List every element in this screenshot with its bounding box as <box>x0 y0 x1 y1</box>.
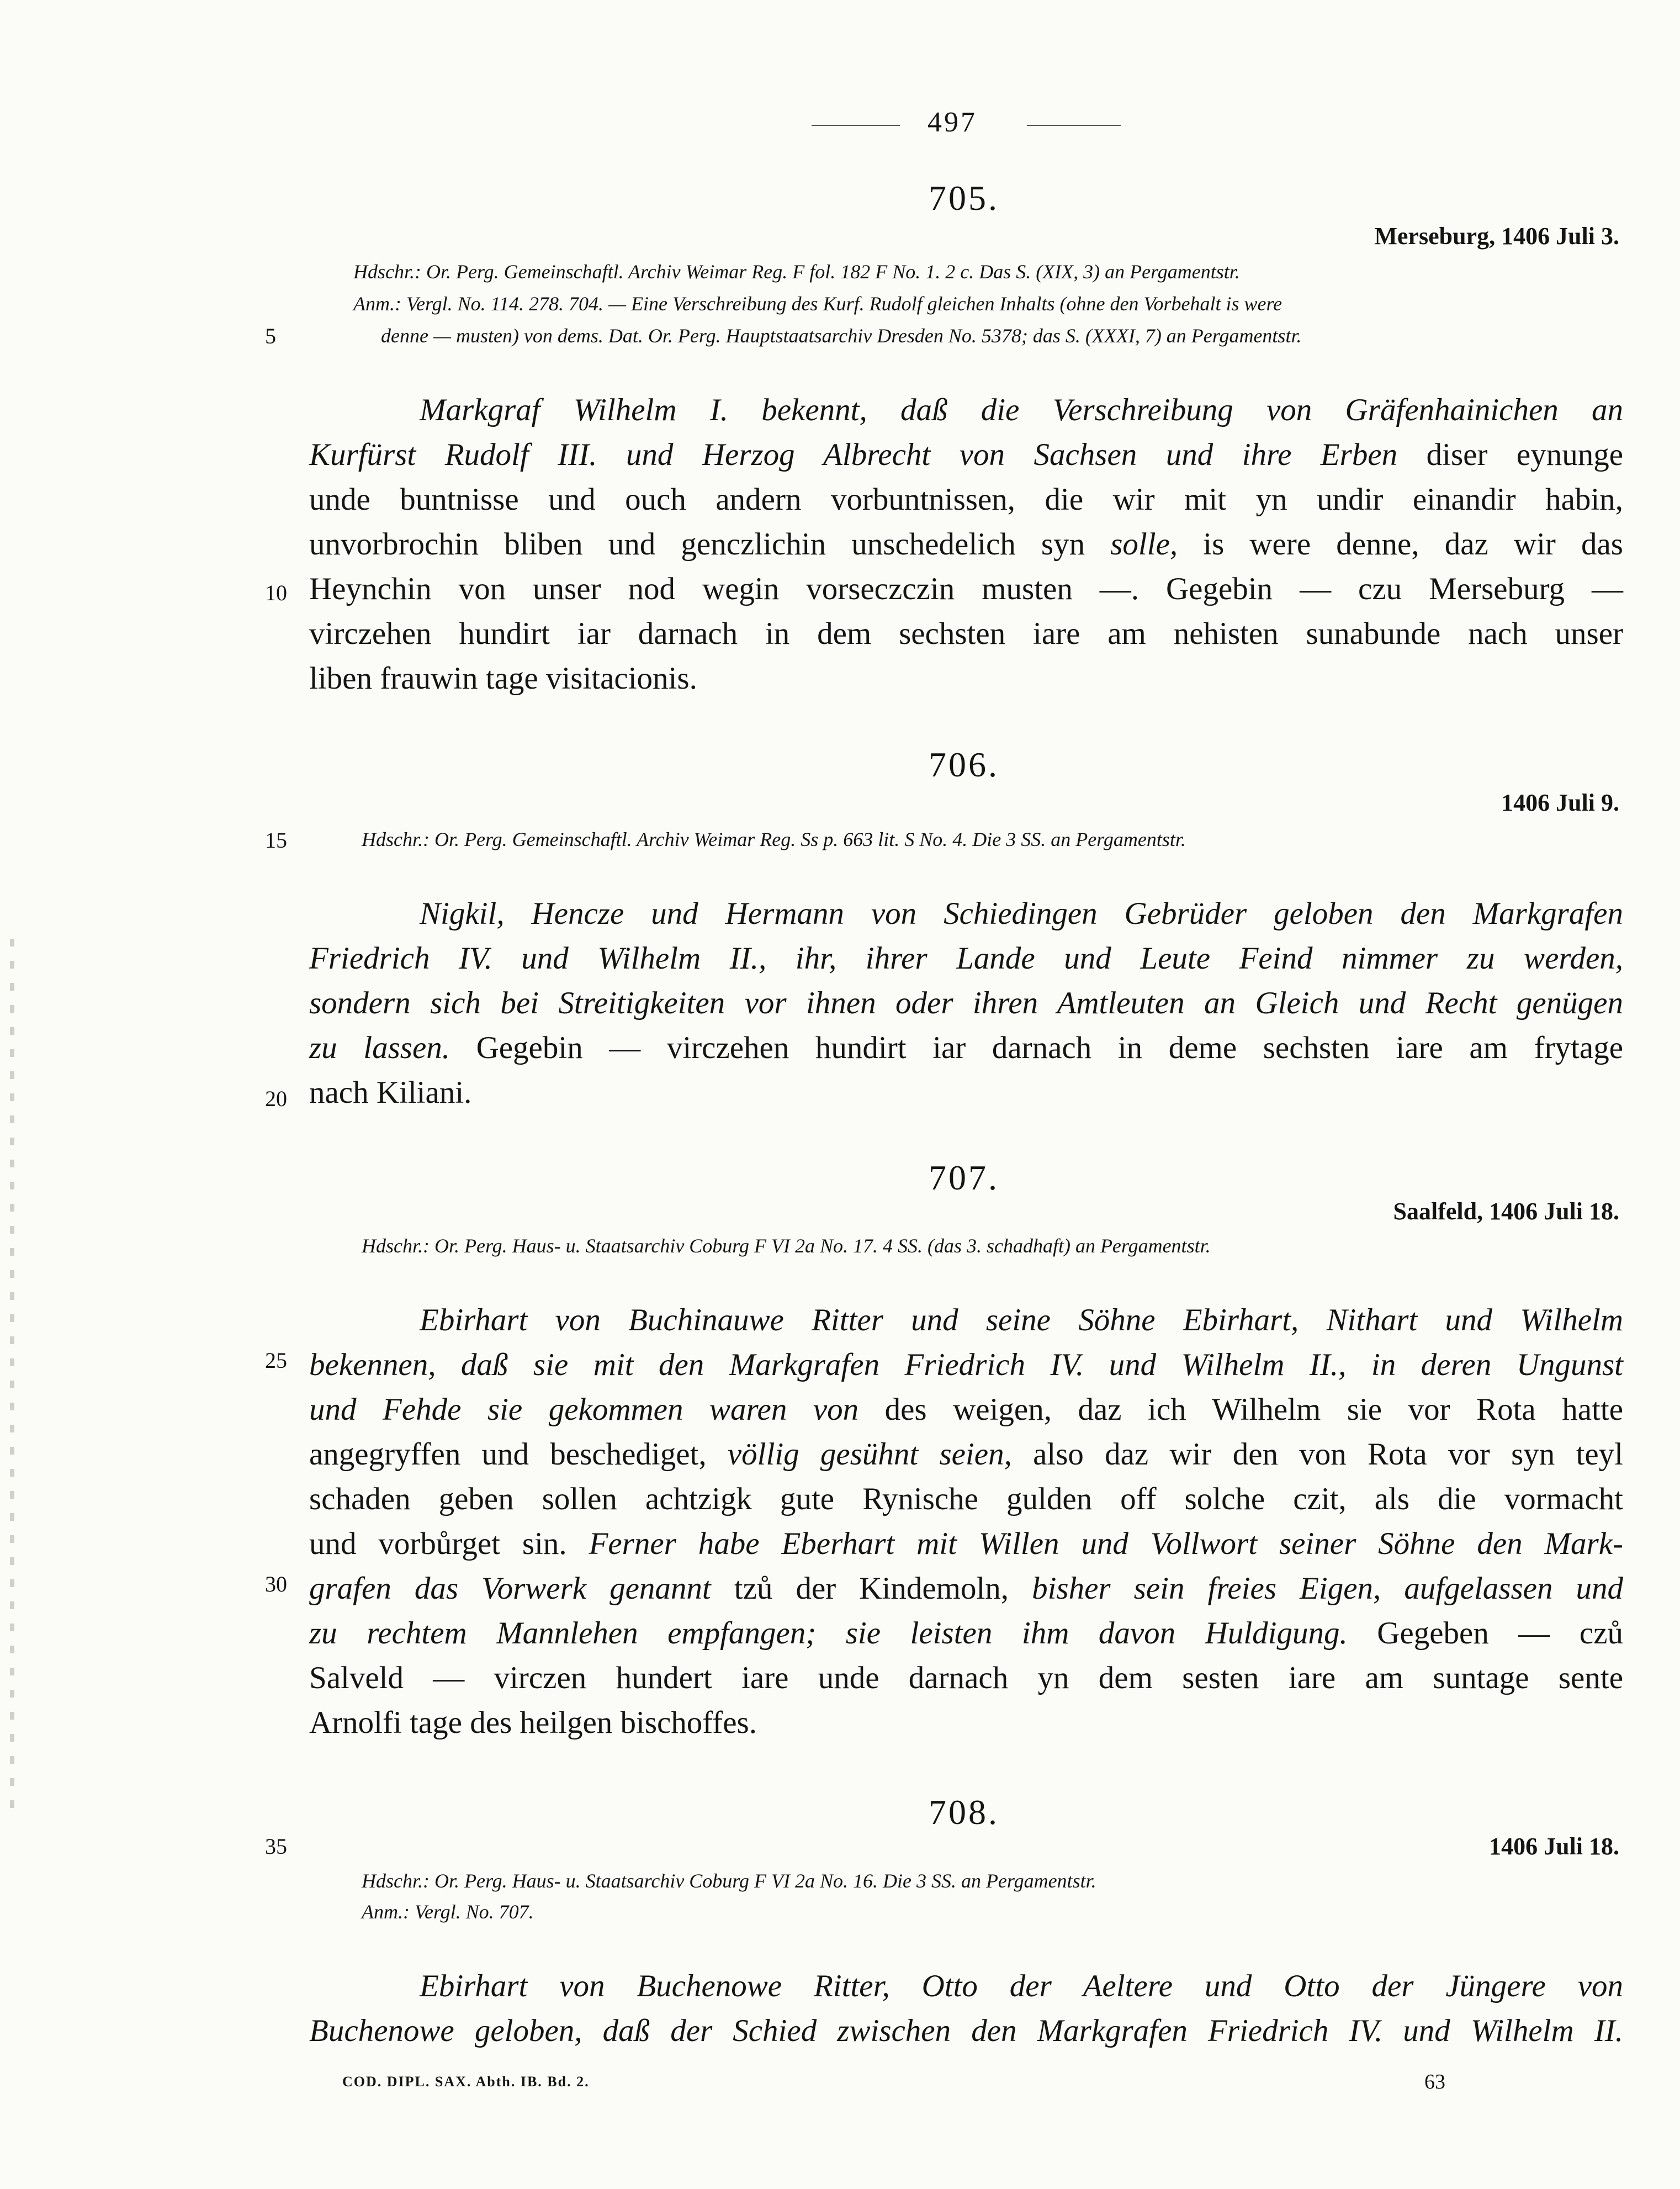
text-line: virczehen hundirt iar darnach in dem sechsten iare am nehisten sunabunde nach unser <box>309 616 1623 651</box>
entry-place-date: 1406 Juli 9. <box>1501 789 1619 816</box>
running-header <box>812 106 1121 139</box>
regest-text: bisher sein freies Eigen, aufgelassen und <box>1032 1571 1623 1606</box>
line-number: 15 <box>265 828 287 853</box>
binding-shadow <box>10 939 14 1822</box>
regest-text: zu lassen. <box>309 1030 451 1065</box>
text-line: Ebirhart von Buchenowe Ritter, Otto der Aeltere und Otto der Jüngere von <box>420 1969 1623 2003</box>
text-line: Ebirhart von Buchinauwe Ritter und seine Söhne Ebirhart, Nithart und Wilhelm <box>420 1303 1623 1337</box>
regest-text: Ferner habe Eberhart mit Willen und Vollwort seiner Söhne den Mark- <box>589 1526 1624 1561</box>
footer-sheet-number: 63 <box>1424 2070 1445 2093</box>
text-line <box>309 1521 1623 1566</box>
quoted-text: des weigen, daz ich Wilhelm sie vor Rota hatte <box>858 1392 1623 1427</box>
regest-text: solle, <box>1110 527 1178 562</box>
entry-source: Hdschr.: Or. Perg. Gemeinschaftl. Archiv Weimar Reg. Ss p. 663 lit. S No. 4. Die 3 SS. an Pergamentstr. <box>362 828 1186 850</box>
text-line <box>309 1566 1623 1611</box>
line-number: 25 <box>265 1348 287 1373</box>
entry-text <box>309 388 1623 701</box>
entry-place-date: Merseburg, 1406 Juli 3. <box>1374 223 1619 250</box>
line-number: 10 <box>265 580 287 605</box>
regest-text: Kurfürst Rudolf III. und Herzog Albrecht von Sachsen und ihre Erben <box>309 437 1398 472</box>
regest-text: völlig gesühnt seien, <box>727 1437 1012 1472</box>
text-line <box>309 1025 1623 1070</box>
entry-text <box>309 1964 1623 2053</box>
quoted-text: also daz wir den von Rota vor syn teyl <box>1011 1437 1623 1472</box>
quoted-text: Gegebin — virczehen hundirt iar darnach in deme sechsten iare am frytage <box>450 1030 1623 1065</box>
entry-source: Hdschr.: Or. Perg. Gemeinschaftl. Archiv Weimar Reg. F fol. 182 F No. 1. 2 c. Das S. (XIX, 3) an Pergamentstr. <box>353 261 1240 283</box>
text-line: Arnolfi tage des heilgen bischoffes. <box>309 1705 757 1740</box>
entry-source: denne — musten) von dems. Dat. Or. Perg. Hauptstaatsarchiv Dresden No. 5378; das S. (XXXI, 7) an Pergamentstr. <box>381 325 1302 347</box>
regest-text: und Fehde sie gekommen waren von <box>309 1392 859 1427</box>
entry-place-date: Saalfeld, 1406 Juli 18. <box>1393 1198 1619 1225</box>
text-line <box>309 1432 1623 1477</box>
regest-text: zu rechtem Mannlehen empfangen; sie leisten ihm davon Huldigung. <box>309 1616 1348 1651</box>
entry-source: Anm.: Vergl. No. 707. <box>362 1901 534 1923</box>
text-line: Buchenowe geloben, daß der Schied zwischen den Markgrafen Friedrich IV. und Wilhelm II. <box>309 2013 1623 2048</box>
quoted-text: unvorbrochin bliben und genczlichin unschedelich syn <box>309 527 1111 562</box>
entry-number: 708. <box>929 1793 999 1832</box>
regest-text: grafen das Vorwerk genannt <box>309 1571 711 1606</box>
text-line: Friedrich IV. und Wilhelm II., ihr, ihrer Lande und Leute Feind nimmer zu werden, <box>309 941 1623 976</box>
text-line: liben frauwin tage visitacionis. <box>309 661 697 696</box>
text-line: Heynchin von unser nod wegin vorseczczin musten —. Gegebin — czu Merseburg — <box>309 572 1623 606</box>
quoted-text: diser eynunge <box>1397 437 1623 472</box>
text-line: nach Kiliani. <box>309 1075 472 1110</box>
entry-source: Anm.: Vergl. No. 114. 278. 704. — Eine Verschreibung des Kurf. Rudolf gleichen Inhalts (ohne den Vorbehalt is were <box>353 293 1282 315</box>
text-line: Salveld — virczen hundert iare unde darnach yn dem sesten iare am suntage sente <box>309 1661 1623 1695</box>
entry-text <box>309 891 1623 1115</box>
entry-number: 705. <box>929 178 999 218</box>
text-line <box>309 432 1623 477</box>
text-line <box>309 1611 1623 1656</box>
text-line: Markgraf Wilhelm I. bekennt, daß die Verschreibung von Gräfenhainichen an <box>420 393 1623 427</box>
text-line: bekennen, daß sie mit den Markgrafen Friedrich IV. und Wilhelm II., in deren Ungunst <box>309 1347 1623 1382</box>
header-rule-right <box>1027 125 1121 126</box>
entry-source: Hdschr.: Or. Perg. Haus- u. Staatsarchiv Coburg F VI 2a No. 17. 4 SS. (das 3. schadhaft) an Pergamentstr. <box>362 1235 1211 1257</box>
quoted-text: angegryffen und beschediget, <box>309 1437 728 1472</box>
text-line <box>309 522 1623 567</box>
entry-place-date: 1406 Juli 18. <box>1489 1833 1619 1860</box>
line-number: 35 <box>265 1834 287 1859</box>
text-line: unde buntnisse und ouch andern vorbuntnissen, die wir mit yn undir einandir habin, <box>309 482 1623 517</box>
entry-text <box>309 1298 1623 1745</box>
quoted-text: tzů der Kindemoln, <box>711 1571 1032 1606</box>
header-rule-left <box>812 125 900 126</box>
line-number: 30 <box>265 1572 287 1596</box>
quoted-text: Gegeben — czů <box>1347 1616 1623 1651</box>
page-number: 497 <box>928 107 977 138</box>
quoted-text: is were denne, daz wir das <box>1178 527 1623 562</box>
quoted-text: und vorbůrget sin. <box>309 1526 589 1561</box>
text-line: sondern sich bei Streitigkeiten vor ihnen oder ihren Amtleuten an Gleich und Recht genügen <box>309 986 1623 1021</box>
text-line: schaden geben sollen achtzigk gute Rynische gulden off solche czit, als die vormacht <box>309 1482 1623 1516</box>
entry-number: 706. <box>929 745 999 784</box>
text-line: Nigkil, Hencze und Hermann von Schiedingen Gebrüder geloben den Markgrafen <box>420 896 1623 931</box>
text-line <box>309 1387 1623 1432</box>
footer-signature: COD. DIPL. SAX. Abth. IB. Bd. 2. <box>342 2074 590 2090</box>
line-number: 5 <box>265 324 276 348</box>
entry-source: Hdschr.: Or. Perg. Haus- u. Staatsarchiv Coburg F VI 2a No. 16. Die 3 SS. an Pergamentstr. <box>362 1870 1096 1892</box>
line-number: 20 <box>265 1086 287 1111</box>
entry-number: 707. <box>929 1158 999 1197</box>
